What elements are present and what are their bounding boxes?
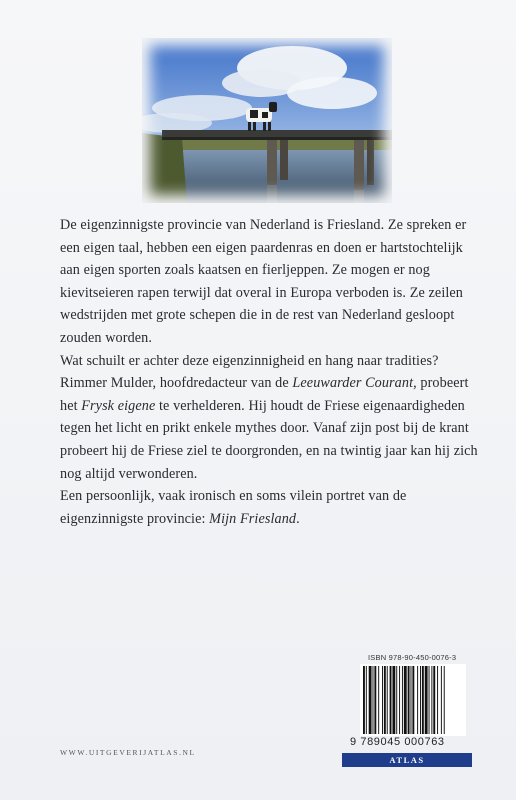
blurb-text: Een persoonlijk, vaak ironisch en soms vilein portret van de eigenzinnigste provincie: [60,488,407,527]
blurb-text: Rimmer Mulder, hoofdredacteur van de [60,375,293,392]
blurb-text: . [296,510,300,527]
blurb-paragraph-3 [60,372,480,485]
blurb-text: , probeert het [60,375,469,414]
frisian-term: Frysk eigene [81,397,156,414]
cow-on-bridge-image [142,38,392,203]
cow-figure [246,102,277,131]
barcode-digits: 9 789045 000763 [350,736,445,748]
newspaper-title: Leeuwarder Courant [292,375,414,392]
blurb-text: te verhelderen. Hij houdt de Friese eigenaardigheden tegen het licht en prikt enkele mythes door. Vanaf zijn post bij de krant probeert hij de Friese ziel te doorgronden, en na twintig jaar kan hij zich nog altijd verwonderen. [60,397,478,482]
publisher-website[interactable]: WWW.UITGEVERIJATLAS.NL [60,748,196,757]
back-cover-blurb [60,214,480,530]
isbn-label: ISBN 978-90-450-0076-3 [368,653,457,662]
barcode [360,664,466,736]
cover-photo [142,38,392,203]
barcode-bars [360,664,466,736]
blurb-paragraph-4 [60,485,480,530]
book-title: Mijn Friesland [209,510,297,527]
blurb-paragraph-1: De eigenzinnigste provincie van Nederland is Friesland. Ze spreken er een eigen taal, hebben een eigen paardenras en doen er hartstochtelijk aan eigen sporten zoals kaatsen en fierljeppen. Ze mogen er nog kievitseieren rapen terwijl dat overal in Europa verboden is. Ze zeilen wedstrijden met grote schepen die in de rest van Nederland gesloopt zouden worden. [60,217,467,346]
publisher-logo: ATLAS [342,753,472,767]
blurb-paragraph-2: Wat schuilt er achter deze eigenzinnigheid en hang naar tradities? [60,352,439,369]
